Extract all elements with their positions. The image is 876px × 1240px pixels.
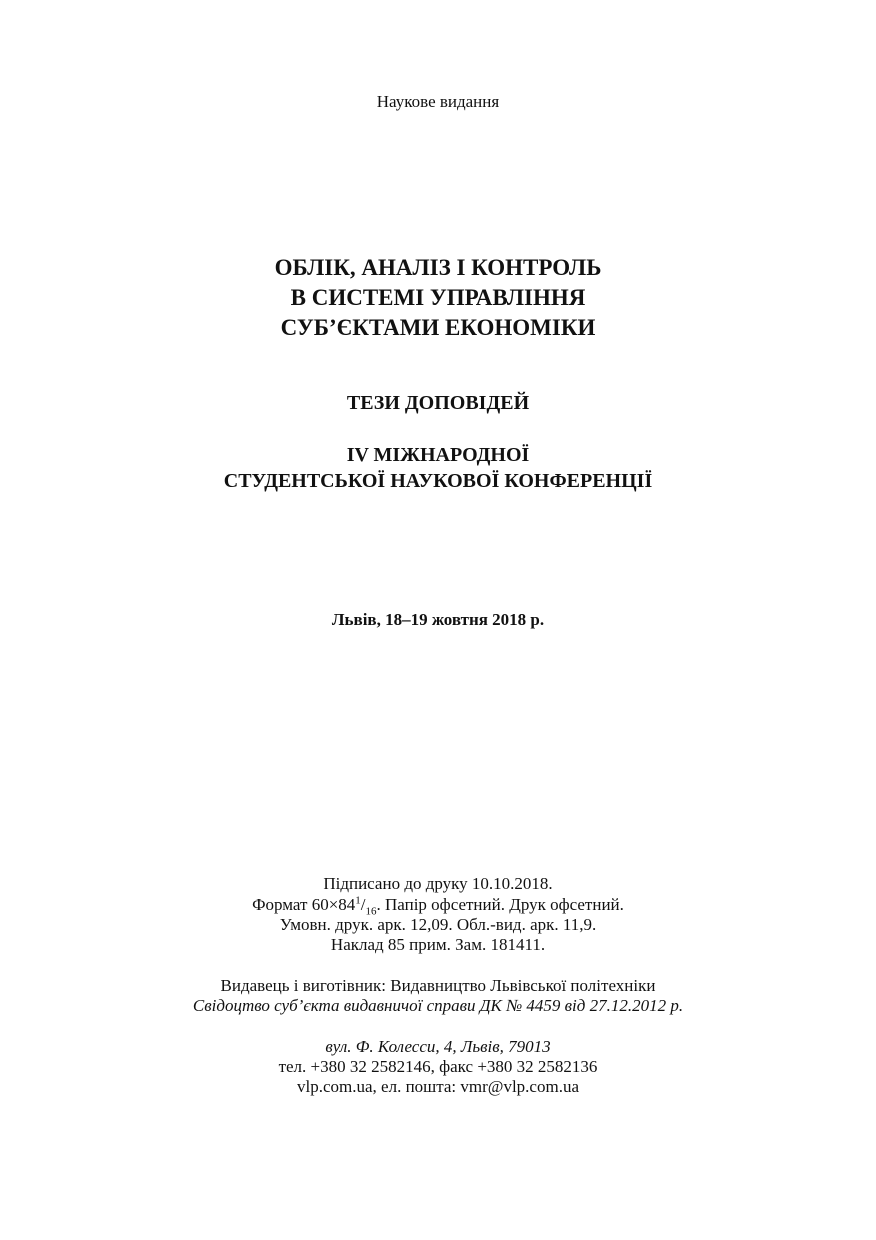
circulation: Наклад 85 прим. Зам. 181411. bbox=[330, 935, 546, 954]
publisher-web-email: vlp.com.ua, ел. пошта: vmr@vlp.com.ua bbox=[297, 1077, 579, 1096]
title-line-3: СУБ’ЄКТАМИ ЕКОНОМІКИ bbox=[280, 315, 596, 340]
publication-type: Наукове видання bbox=[376, 92, 500, 111]
format-superscript: 1 bbox=[355, 894, 361, 907]
format-line bbox=[0, 894, 876, 918]
format-slash: / bbox=[360, 895, 366, 914]
publisher-address: вул. Ф. Колесси, 4, Львів, 79013 bbox=[325, 1037, 551, 1056]
format-suffix: . Папір офсетний. Друк офсетний. bbox=[376, 895, 624, 914]
title-line-1: ОБЛІК, АНАЛІЗ І КОНТРОЛЬ bbox=[274, 255, 602, 280]
title-line-2: В СИСТЕМІ УПРАВЛІННЯ bbox=[290, 285, 586, 310]
publisher: Видавець і виготівник: Видавництво Львівської політехніки bbox=[220, 976, 656, 995]
format-subscript: 16 bbox=[365, 905, 377, 918]
conference-line-1: IV МІЖНАРОДНОЇ bbox=[346, 444, 530, 466]
place-date: Львів, 18–19 жовтня 2018 р. bbox=[331, 610, 545, 629]
format-prefix: Формат 60×84 bbox=[252, 895, 356, 914]
print-sheets: Умовн. друк. арк. 12,09. Обл.-вид. арк. 11,9. bbox=[279, 915, 597, 934]
theses-heading: ТЕЗИ ДОПОВІДЕЙ bbox=[346, 392, 530, 414]
publisher-phones: тел. +380 32 2582146, факс +380 32 2582136 bbox=[278, 1057, 598, 1076]
conference-line-2: СТУДЕНТСЬКОЇ НАУКОВОЇ КОНФЕРЕНЦІЇ bbox=[223, 470, 653, 492]
signed-for-print: Підписано до друку 10.10.2018. bbox=[323, 874, 553, 893]
publisher-certificate: Свідоцтво суб’єкта видавничої справи ДК № 4459 від 27.12.2012 р. bbox=[192, 996, 684, 1015]
